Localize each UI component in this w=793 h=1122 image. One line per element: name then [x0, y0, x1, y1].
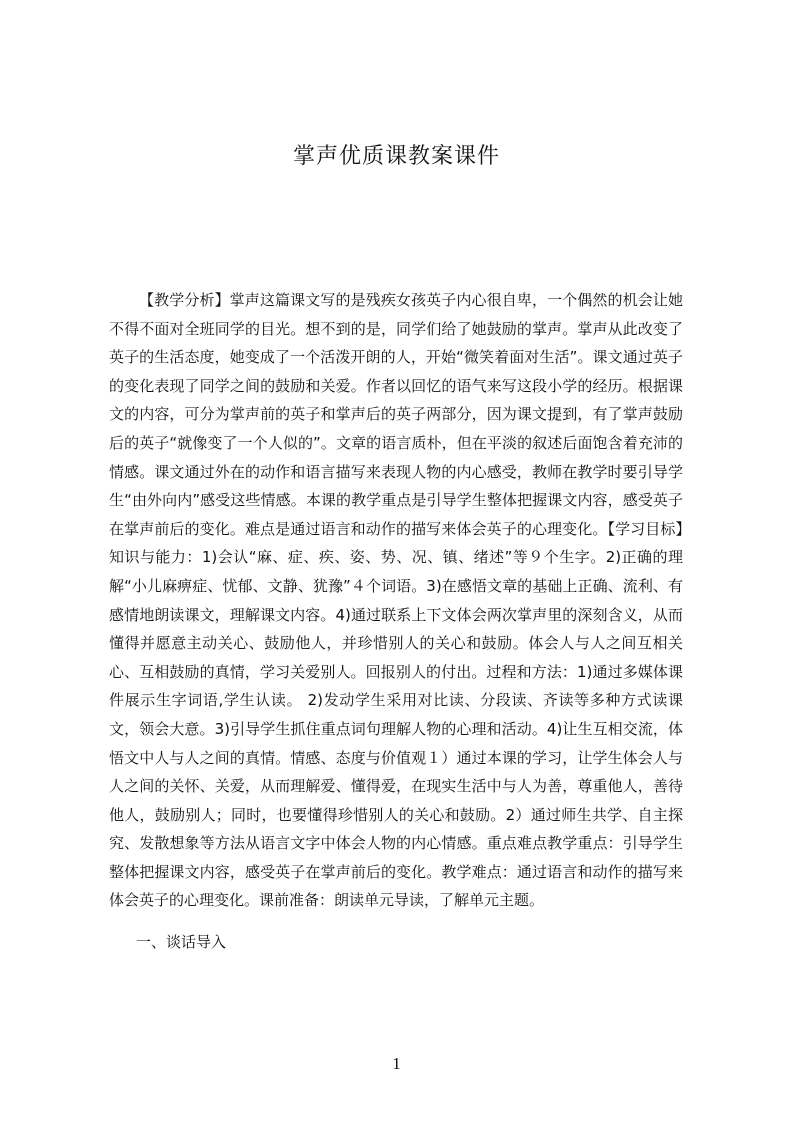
- body-paragraph: 【教学分析】掌声这篇课文写的是残疾女孩英子内心很自卑，一个偶然的机会让她不得不面对全班同学的目光。想不到的是，同学们给了她鼓励的掌声。掌声从此改变了英子的生活态度，她变成了一个活泼开朗的人，开始“微笑着面对生活”。课文通过英子的变化表现了同学之间的鼓励和关爱。作者以回忆的语气来写这段小学的经历。根据课文的内容，可分为掌声前的英子和掌声后的英子两部分，因为课文提到，有了掌声鼓励后的英子“就像变了一个人似的”。文章的语言质朴，但在平淡的叙述后面饱含着充沛的情感。课文通过外在的动作和语言描写来表现人物的内心感受，教师在教学时要引导学生“由外向内”感受这些情感。本课的教学重点是引导学生整体把握课文内容，感受英子在掌声前后的变化。难点是通过语言和动作的描写来体会英子的心理变化。【学习目标】知识与能力：1)会认“麻、症、疾、姿、势、况、镇、绪述”等９个生字。2)正确的理解“小儿麻痹症、忧郁、文静、犹豫”４个词语。3)在感悟文章的基础上正确、流利、有感情地朗读课文，理解课文内容。4)通过联系上下文体会两次掌声里的深刻含义，从而懂得并愿意主动关心、鼓励他人，并珍惜别人的关心和鼓励。体会人与人之间互相关心、互相鼓励的真情，学习关爱别人。回报别人的付出。过程和方法：1)通过多媒体课件展示生字词语,学生认读。 2)发动学生采用对比读、分段读、齐读等多种方式读课文，领会大意。3)引导学生抓住重点词句理解人物的心理和活动。4)让生互相交流，体悟文中人与人之间的真情。情感、态度与价值观１）通过本课的学习，让学生体会人与人之间的关怀、关爱，从而理解爱、懂得爱，在现实生活中与人为善，尊重他人，善待他人，鼓励别人；同时，也要懂得珍惜别人的关心和鼓励。2）通过师生共学、自主探究、发散想象等方法从语言文字中体会人物的内心情感。重点难点教学重点：引导学生整体把握课文内容，感受英子在掌声前后的变化。教学难点：通过语言和动作的描写来体会英子的心理变化。课前准备：朗读单元导读，了解单元主题。: [109, 291, 683, 910]
- page-title: 掌声优质课教案课件: [292, 144, 500, 169]
- page-number: 1: [392, 1054, 401, 1073]
- section-heading: 一、谈话导入: [136, 933, 227, 951]
